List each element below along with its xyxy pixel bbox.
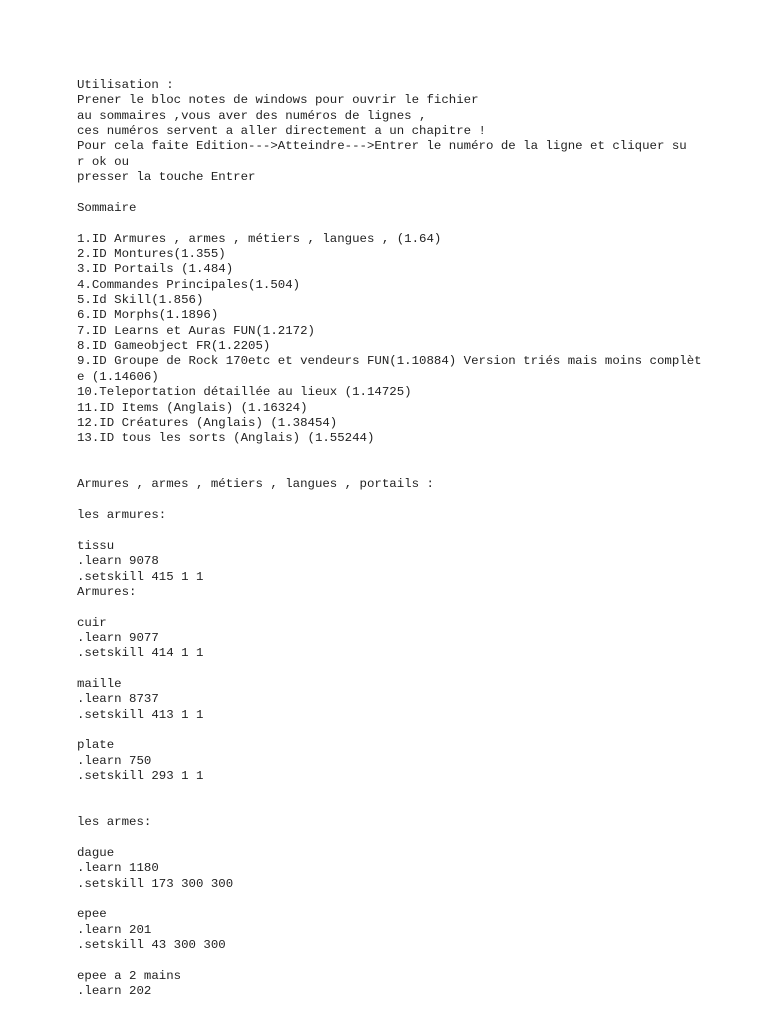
text-line bbox=[77, 892, 757, 907]
text-line: 8.ID Gameobject FR(1.2205) bbox=[77, 339, 271, 354]
text-line: au sommaires ,vous aver des numéros de lignes , bbox=[77, 108, 427, 123]
text-line: .learn 202 bbox=[77, 984, 152, 999]
text-line: 4.Commandes Principales(1.504) bbox=[77, 277, 301, 292]
text-line: Utilisation : bbox=[77, 78, 174, 92]
text-line: tissu bbox=[77, 538, 115, 553]
text-line: .setskill 415 1 1 bbox=[77, 569, 204, 584]
text-line: Pour cela faite Edition--->Atteindre--->Entrer le numéro de la ligne et cliquer su bbox=[77, 139, 687, 154]
text-line bbox=[77, 723, 757, 738]
text-line: presser la touche Entrer bbox=[77, 170, 256, 185]
text-line: .learn 1180 bbox=[77, 861, 159, 876]
text-line: 2.ID Montures(1.355) bbox=[77, 246, 226, 261]
text-line: .learn 8737 bbox=[77, 692, 159, 707]
text-line bbox=[77, 186, 757, 201]
text-line: e (1.14606) bbox=[77, 369, 159, 384]
text-line bbox=[77, 600, 757, 615]
text-line: .learn 9078 bbox=[77, 554, 159, 569]
text-line: les armes: bbox=[77, 815, 152, 830]
text-line: 11.ID Items (Anglais) (1.16324) bbox=[77, 400, 308, 415]
text-line bbox=[77, 831, 757, 846]
text-line: 12.ID Créatures (Anglais) (1.38454) bbox=[77, 415, 338, 430]
text-line: r ok ou bbox=[77, 154, 130, 169]
text-line: 10.Teleportation détaillée au lieux (1.14725) bbox=[77, 385, 412, 400]
text-line: Armures: bbox=[77, 584, 137, 599]
text-line: epee a 2 mains bbox=[77, 968, 182, 983]
text-line: Sommaire bbox=[77, 200, 137, 215]
text-line bbox=[77, 785, 757, 800]
text-line: Prener le bloc notes de windows pour ouvrir le fichier bbox=[77, 93, 479, 108]
text-line bbox=[77, 447, 757, 462]
text-line bbox=[77, 216, 757, 231]
text-line bbox=[77, 462, 757, 477]
text-line: maille bbox=[77, 677, 122, 692]
text-line bbox=[77, 662, 757, 677]
text-line: .setskill 173 300 300 bbox=[77, 876, 234, 891]
text-line: ces numéros servent a aller directement a un chapitre ! bbox=[77, 124, 486, 139]
text-line: dague bbox=[77, 845, 115, 860]
text-line bbox=[77, 523, 757, 538]
text-line: .learn 9077 bbox=[77, 630, 159, 645]
text-line: .setskill 414 1 1 bbox=[77, 646, 204, 661]
text-line bbox=[77, 493, 757, 508]
text-line: cuir bbox=[77, 615, 107, 630]
text-line: .setskill 43 300 300 bbox=[77, 938, 226, 953]
text-line: .learn 201 bbox=[77, 922, 152, 937]
text-line bbox=[77, 953, 757, 968]
text-line: 13.ID tous les sorts (Anglais) (1.55244) bbox=[77, 431, 375, 446]
text-line: .setskill 413 1 1 bbox=[77, 707, 204, 722]
text-line: 5.Id Skill(1.856) bbox=[77, 293, 204, 308]
text-line: plate bbox=[77, 738, 115, 753]
text-line: .learn 750 bbox=[77, 753, 152, 768]
text-line: .setskill 293 1 1 bbox=[77, 769, 204, 784]
text-line: 6.ID Morphs(1.1896) bbox=[77, 308, 219, 323]
document-text bbox=[77, 78, 757, 1000]
text-line: 3.ID Portails (1.484) bbox=[77, 262, 234, 277]
text-line bbox=[77, 800, 757, 815]
text-line: 9.ID Groupe de Rock 170etc et vendeurs FUN(1.10884) Version triés mais moins complèt bbox=[77, 354, 702, 369]
text-line: epee bbox=[77, 907, 107, 922]
text-line: 7.ID Learns et Auras FUN(1.2172) bbox=[77, 323, 315, 338]
text-line: les armures: bbox=[77, 508, 167, 523]
text-line: 1.ID Armures , armes , métiers , langues , (1.64) bbox=[77, 231, 442, 246]
text-line: Armures , armes , métiers , langues , portails : bbox=[77, 477, 434, 492]
